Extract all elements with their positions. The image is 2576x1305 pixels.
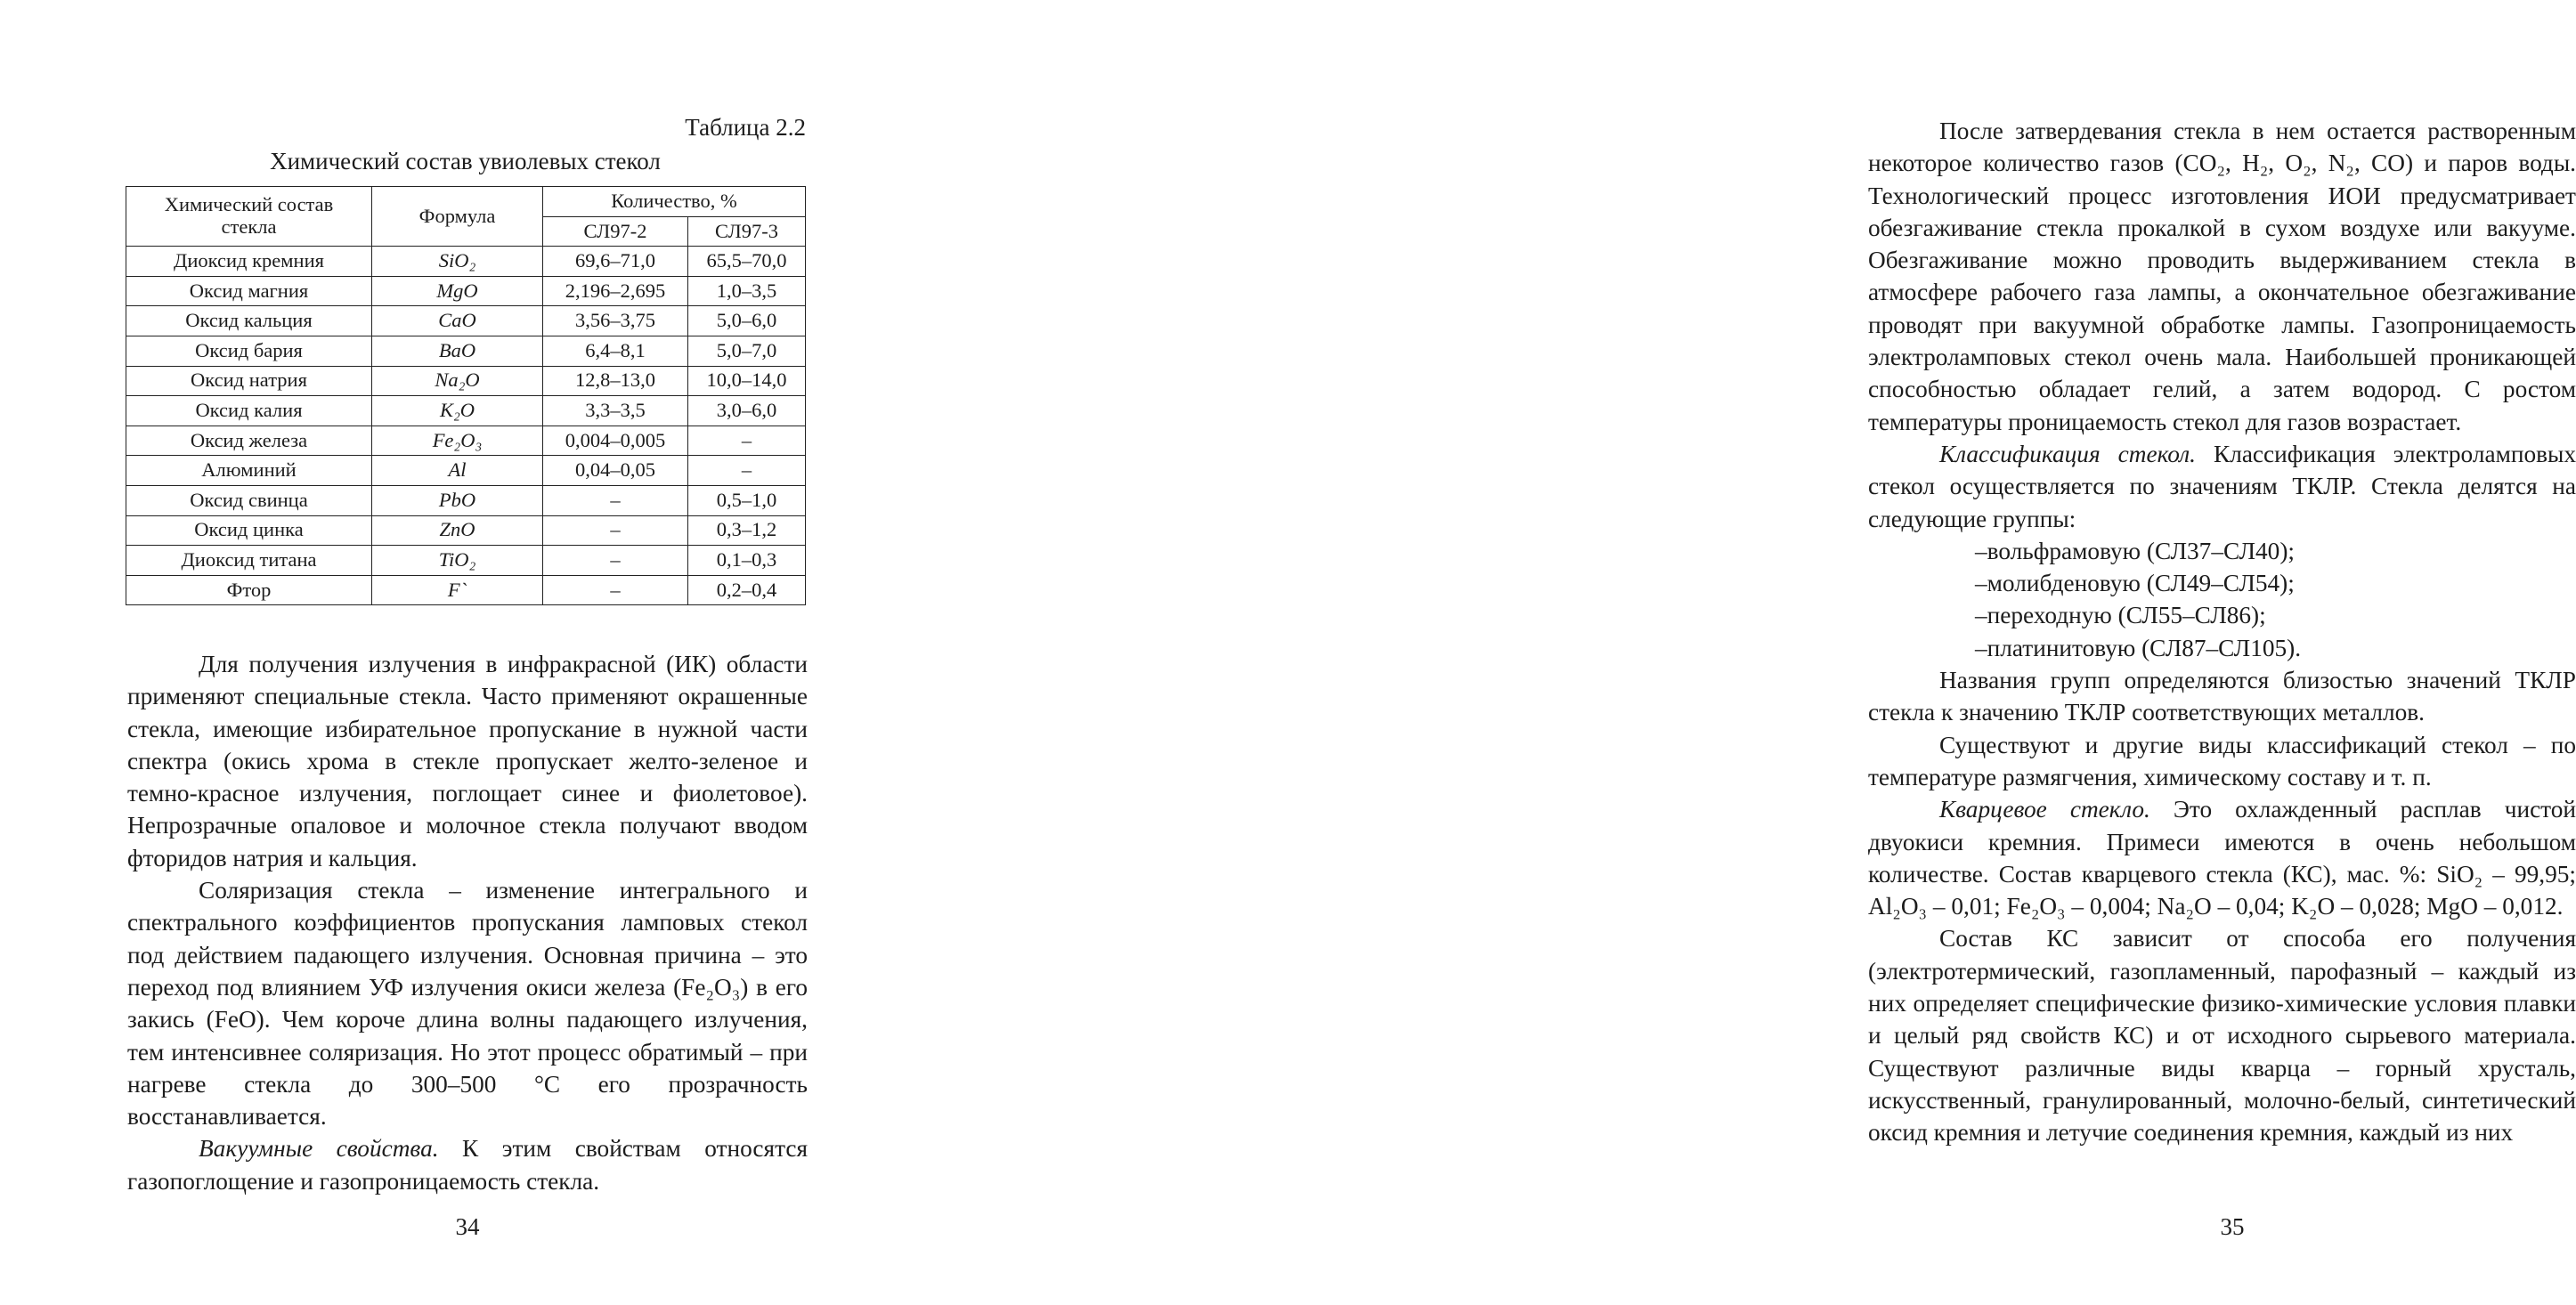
quartz-glass-text: Это охлажденный расплав чистой двуокиси кремния. Примеси имеются в очень небольшом количестве. Состав кварцевого стекла (КС), мас. %: SiO₂ – 99,95; Al₂O₃ – 0,01; Fe₂O₃ – 0,004; Na₂O – 0,04; K₂O – 0,028; MgO – 0,012.: [1868, 796, 2576, 920]
cell-component: Оксид бария: [126, 336, 372, 366]
cell-value-2: 0,1–0,3: [688, 546, 806, 576]
cell-value-1: 0,004–0,005: [543, 426, 688, 456]
table-number: Таблица 2.2: [685, 114, 806, 141]
table-row: [126, 546, 806, 576]
cell-formula: BaO: [372, 336, 543, 366]
paragraph-other-classifications: Существуют и другие виды классификаций стекол – по температуре размягчения, химическому составу и т. п.: [1868, 731, 2576, 790]
right-page: [890, 0, 2576, 1305]
cell-formula: K₂O: [372, 396, 543, 426]
cell-value-1: 6,4–8,1: [543, 336, 688, 366]
list-item: –вольфрамовую (СЛ37–СЛ40);: [1975, 537, 2295, 564]
cell-component: Оксид натрия: [126, 366, 372, 396]
cell-formula: Al: [372, 456, 543, 486]
paragraph-classification: [1868, 438, 2576, 535]
page-number-left: 34: [455, 1213, 480, 1240]
cell-value-2: 0,3–1,2: [688, 515, 806, 546]
left-page: [0, 0, 890, 1305]
list-item: –переходную (СЛ55–СЛ86);: [1975, 602, 2266, 629]
left-body-text: [127, 648, 808, 1197]
table-row: [126, 426, 806, 456]
cell-component: Фтор: [126, 575, 372, 605]
cell-component: Оксид магния: [126, 276, 372, 306]
table-row: [126, 485, 806, 515]
cell-value-2: –: [688, 456, 806, 486]
cell-component: Диоксид титана: [126, 546, 372, 576]
vacuum-properties-text: К этим свойствам относятся газопоглощение и газопроницаемость стекла.: [127, 1135, 809, 1195]
page-number-right: 35: [2220, 1213, 2245, 1240]
list-item: –платинитовую (СЛ87–СЛ105).: [1975, 634, 2302, 661]
cell-component: Диоксид кремния: [126, 247, 372, 277]
cell-value-2: 5,0–6,0: [688, 306, 806, 336]
cell-value-2: 65,5–70,0: [688, 247, 806, 277]
paragraph-quartz-glass: [1868, 793, 2576, 922]
quartz-glass-heading: Кварцевое стекло.: [1939, 796, 2150, 823]
classification-heading: Классификация стекол.: [1939, 440, 2196, 467]
table-row: [126, 366, 806, 396]
table-row: [126, 515, 806, 546]
cell-value-2: –: [688, 426, 806, 456]
cell-value-1: 0,04–0,05: [543, 456, 688, 486]
table-row: [126, 575, 806, 605]
paragraph-solarization: Соляризация стекла – изменение интегрального и спектрального коэффициентов пропускания ламповых стекол под действием падающего излучения. Основная причина – это переход под влиянием УФ излучения окиси железа (Fe₂O₃) в его закись (FeO). Чем короче длина волны падающего излучения, тем интенсивнее соляризация. Но этот процесс обратимый – при нагреве стекла до 300–500 °C его прозрачность восстанавливается.: [127, 877, 808, 1131]
table-header-row: [126, 187, 806, 217]
cell-value-1: 3,3–3,5: [543, 396, 688, 426]
header-amount: Количество, %: [543, 187, 806, 217]
header-col-sl97-3: СЛ97-3: [688, 216, 806, 247]
header-col-sl97-2: СЛ97-2: [543, 216, 688, 247]
cell-formula: CaO: [372, 306, 543, 336]
cell-value-2: 0,2–0,4: [688, 575, 806, 605]
cell-component: Оксид железа: [126, 426, 372, 456]
cell-component: Оксид кальция: [126, 306, 372, 336]
cell-value-1: –: [543, 485, 688, 515]
cell-value-1: –: [543, 515, 688, 546]
table-row: [126, 396, 806, 426]
cell-value-2: 10,0–14,0: [688, 366, 806, 396]
table-row: [126, 306, 806, 336]
cell-formula: F`: [372, 575, 543, 605]
cell-component: Оксид свинца: [126, 485, 372, 515]
table-row: [126, 336, 806, 366]
cell-value-1: 3,56–3,75: [543, 306, 688, 336]
cell-component: Алюминий: [126, 456, 372, 486]
cell-value-2: 3,0–6,0: [688, 396, 806, 426]
list-item: –молибденовую (СЛ49–СЛ54);: [1975, 570, 2295, 597]
cell-value-1: 69,6–71,0: [543, 247, 688, 277]
cell-value-1: 12,8–13,0: [543, 366, 688, 396]
table-row: [126, 456, 806, 486]
table-row: [126, 276, 806, 306]
cell-formula: Na₂O: [372, 366, 543, 396]
cell-value-2: 1,0–3,5: [688, 276, 806, 306]
cell-value-1: 2,196–2,695: [543, 276, 688, 306]
header-component: Химический состав стекла: [126, 187, 372, 247]
cell-component: Оксид калия: [126, 396, 372, 426]
cell-formula: SiO₂: [372, 247, 543, 277]
cell-formula: Fe₂O₃: [372, 426, 543, 456]
table-row: [126, 247, 806, 277]
classification-text: Классификация электроламповых стекол осуществляется по значениям ТКЛР. Стекла делятся на следующие группы:: [1868, 440, 2576, 532]
cell-component: Оксид цинка: [126, 515, 372, 546]
paragraph-vacuum-properties: [127, 1132, 808, 1197]
cell-formula: ZnO: [372, 515, 543, 546]
cell-value-2: 0,5–1,0: [688, 485, 806, 515]
vacuum-properties-heading: Вакуумные свойства.: [199, 1135, 439, 1163]
cell-formula: PbO: [372, 485, 543, 515]
paragraph-group-names: Названия групп определяются близостью значений ТКЛР стекла к значению ТКЛР соответствующих металлов.: [1868, 667, 2576, 726]
paragraph-ks-composition: Состав КС зависит от способа его получения (электротермический, газопламенный, парофазный – каждый из них определяет специфические физико-химические условия плавки и целый ряд свойств КС) и от исходного сырьевого материала. Существуют различные виды кварца – горный хрусталь, искусственный, гранулированный, молочно-белый, синтетический оксид кремния и летучие соединения кремния, каждый из них: [1868, 925, 2576, 1147]
table-title: Химический состав увиолевых стекол: [270, 148, 661, 174]
cell-value-1: –: [543, 575, 688, 605]
right-body-text: [1868, 115, 2576, 1149]
cell-formula: MgO: [372, 276, 543, 306]
cell-value-2: 5,0–7,0: [688, 336, 806, 366]
cell-value-1: –: [543, 546, 688, 576]
cell-formula: TiO₂: [372, 546, 543, 576]
chemical-composition-table: [126, 186, 806, 605]
header-formula: Формула: [372, 187, 543, 247]
paragraph-ir-glass: Для получения излучения в инфракрасной (ИК) области применяют специальные стекла. Часто применяют окрашенные стекла, имеющие избирательное пропускание в нужной части спектра (окись хрома в стекле пропускает желто-зеленое и темно-красное излучения, поглощает синее и фиолетовое). Непрозрачные опаловое и молочное стекла получают вводом фторидов натрия и кальция.: [127, 651, 808, 871]
paragraph-degassing: После затвердевания стекла в нем остается растворенным некоторое количество газов (CO₂, H₂, O₂, N₂, CO) и паров воды. Технологический процесс изготовления ИОИ предусматривает обезгаживание стекла прокалкой в сухом воздухе или вакууме. Обезгаживание можно проводить выдерживанием стекла в атмосфере рабочего газа лампы, а окончательное обезгаживание проводят при вакуумной обработке лампы. Газопроницаемость электроламповых стекол очень мала. Наибольшей проникающей способностью обладает гелий, а затем водород. С ростом температуры проницаемость стекол для газов возрастает.: [1868, 118, 2576, 435]
